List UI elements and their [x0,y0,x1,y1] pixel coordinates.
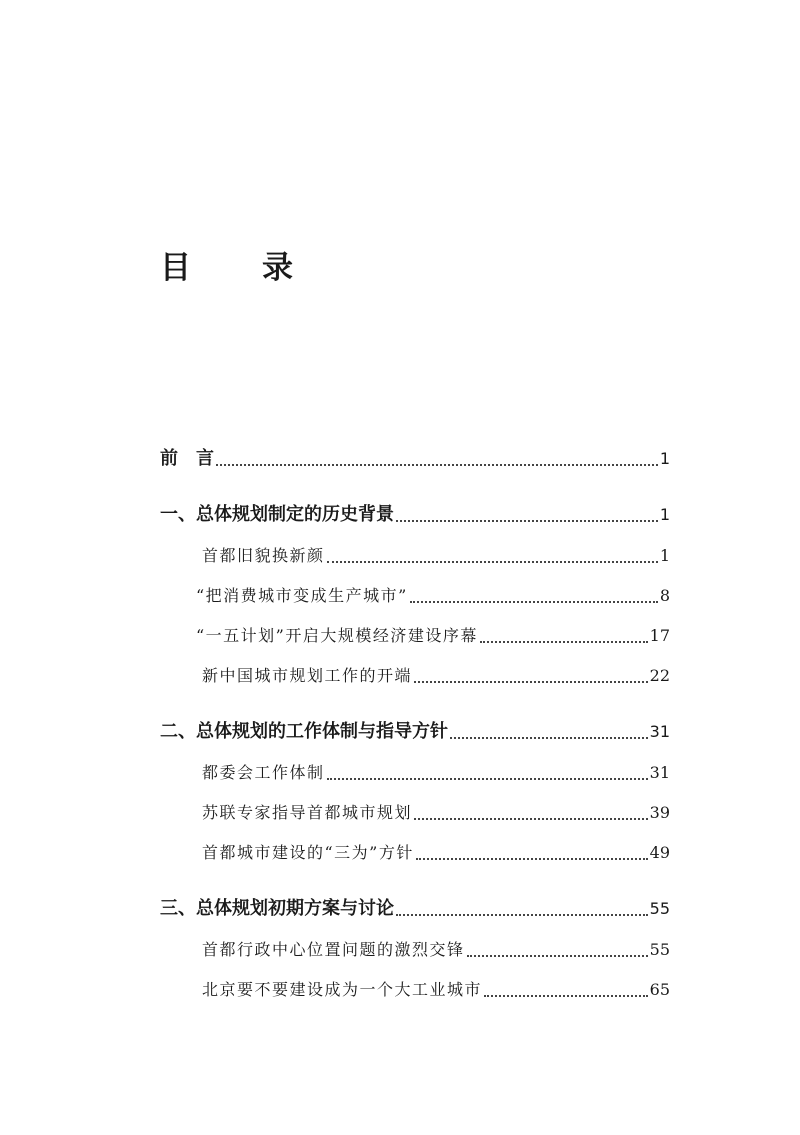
toc-entry-page: 8 [659,586,670,605]
toc-entry-page: 49 [649,843,670,862]
toc-entry-chapter-1[interactable] [160,502,670,528]
toc-entry-page: 55 [649,899,670,918]
toc-entry-page: 1 [659,546,670,565]
toc-entry-section[interactable] [160,937,670,963]
dot-leader [327,777,648,780]
dot-leader [414,680,648,683]
toc-entry-section[interactable] [160,840,670,866]
toc-entry-label: 新中国城市规划工作的开端 [202,666,413,685]
toc-entry-section[interactable] [160,760,670,786]
toc-entry-label: 北京要不要建设成为一个大工业城市 [202,980,483,999]
toc-title: 目 录 [160,250,313,286]
toc-entry-label: 二、总体规划的工作体制与指导方针 [160,721,448,742]
toc-entry-chapter-3[interactable] [160,896,670,922]
dot-leader [396,913,648,916]
toc-entry-page: 1 [659,449,670,468]
dot-leader [414,817,648,820]
toc-entry-label: “一五计划”开启大规模经济建设序幕 [196,626,478,645]
toc-entry-label: 都委会工作体制 [202,763,325,782]
toc-entry-section[interactable] [160,623,670,649]
toc-entry-label: 首都城市建设的“三为”方针 [202,843,414,862]
toc-entry-page: 39 [649,803,670,822]
toc-entry-page: 65 [649,980,670,999]
toc-entry-section[interactable] [160,543,670,569]
toc-entry-label: 苏联专家指导首都城市规划 [202,803,413,822]
dot-leader [216,463,658,466]
toc-entry-page: 17 [649,626,670,645]
toc-entry-section[interactable] [160,977,670,1003]
toc-entry-preface[interactable] [160,446,670,472]
dot-leader [327,560,658,563]
toc-entry-label: 首都旧貌换新颜 [202,546,325,565]
toc-entry-section[interactable] [160,800,670,826]
dot-leader [396,519,658,522]
dot-leader [480,640,648,643]
toc-entry-page: 22 [649,666,670,685]
toc-entry-page: 55 [649,940,670,959]
dot-leader [450,736,648,739]
toc-entry-label: 三、总体规划初期方案与讨论 [160,898,394,919]
toc-entry-label: “把消费城市变成生产城市” [196,586,408,605]
dot-leader [484,994,648,997]
toc-entry-chapter-2[interactable] [160,719,670,745]
toc-entry-page: 31 [649,722,670,741]
toc-entry-section[interactable] [160,583,670,609]
dot-leader [467,954,648,957]
dot-leader [410,600,658,603]
toc-entry-page: 1 [659,505,670,524]
toc-entry-label: 首都行政中心位置问题的激烈交锋 [202,940,465,959]
toc-entry-section[interactable] [160,663,670,689]
toc-entry-label: 一、总体规划制定的历史背景 [160,504,394,525]
toc-entry-label: 前 言 [160,448,214,469]
toc-entry-page: 31 [649,763,670,782]
dot-leader [416,857,648,860]
